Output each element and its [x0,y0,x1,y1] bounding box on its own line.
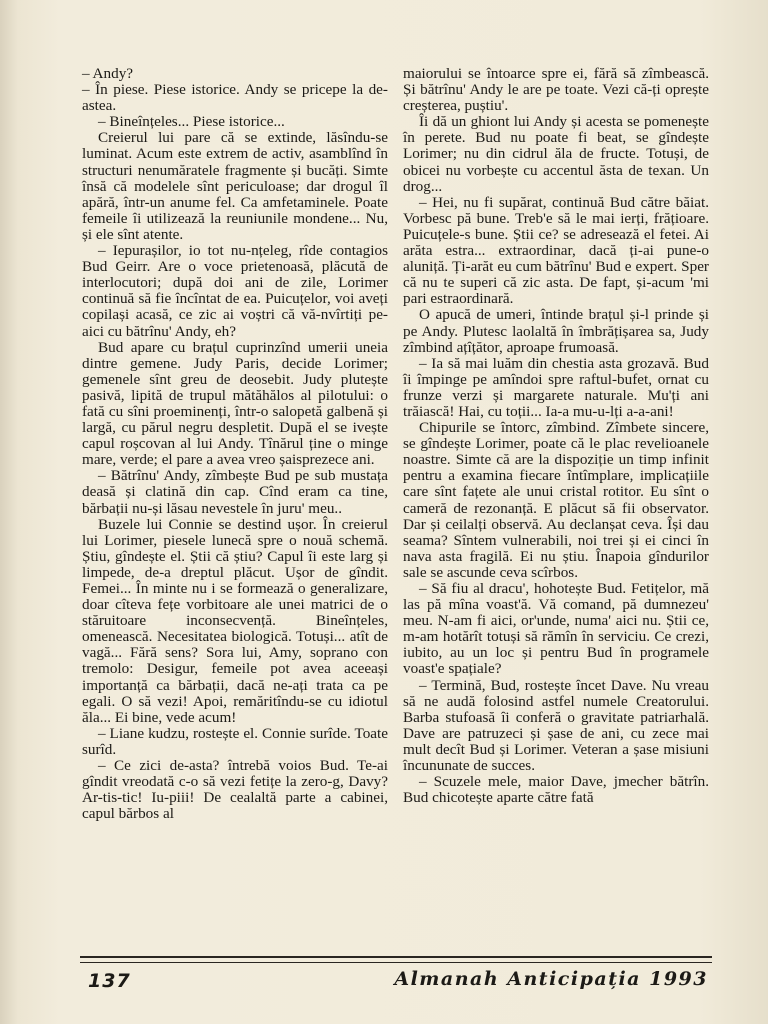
left-text-column [82,66,388,822]
paragraph: O apucă de umeri, întinde brațul și-l prinde și pe Andy. Plutesc laolaltă în îmbrățișarea sa, Judy zîmbind ațîțător, aproape frumoasă. [403,306,709,356]
right-text-column [403,66,709,806]
paragraph: maiorului se întoarce spre ei, fără să zîmbească. Și bătrînu' Andy le are pe toate. Vezi că-ți oprește creșterea, puștiu'. [403,65,709,115]
running-title: Almanah Anticipația 1993 [394,968,708,990]
paragraph: Îi dă un ghiont lui Andy și acesta se pomenește în perete. Bud nu poate fi beat, se gîndește Lorimer; nu din cidrul ăla de fructe. Totuși, de obicei nu vorbește cu accentul ăsta de texan. Un drog... [403,113,709,195]
page-number: 137 [88,970,131,992]
footer-rule-thin [80,962,712,963]
footer-rule-thick [80,956,712,958]
paragraph: – Ia să mai luăm din chestia asta grozavă. Bud îi împinge pe amîndoi spre raftul-bufet, ornat cu frunze verzi și margarete naturale. Mu'ți ani trăiască! Hai, cu toții... Ia-a mu-u-lți a-a-ani! [403,354,709,420]
paragraph: – Iepurașilor, io tot nu-nțeleg, rîde contagios Bud Geirr. Are o voce prietenoasă, plăcută de interlocutori; după doi ani de zile, Lorimer continuă să fie încîntat de ea. Puicuțelor, voi aveți copilași acasă, ce zic ai voștri că vă-nvîrtiți pe-aici cu bătrînu' Andy, eh? [82,242,388,340]
paragraph: Chipurile se întorc, zîmbind. Zîmbete sincere, se gîndește Lorimer, poate că le plac revelioanele noastre. Simte că are la dispoziție un timp infinit pentru a examina fiecare întîmplare, implicațiile care sînt fațete ale unui cristal rotitor. Eu sînt o cameră de rezonanță. E plăcut să fii observator. Dar și ceilalți observă. Au declanșat ceva. Își dau seama? Sîntem vulnerabili, noi trei și ei cinci în nava asta fragilă. Ei nu știu. Înapoia gîndurilor sale se ascunde ceva scîrbos. [403,419,709,581]
paragraph: Bud apare cu brațul cuprinzînd umerii uneia dintre gemene. Judy Paris, decide Lorimer; gemenele sînt greu de deosebit. Judy plutește pasivă, lipită de trupul mătăhălos al pilotului: o fată cu sîni proeminenți, într-o salopetă galbenă și largă, cu părul negru despletit. După el se ivește capul roșcovan al lui Andy. Tînărul ține o minge mare, verde; el pare a avea vreo șaisprezece ani. [82,338,388,469]
paragraph: – Ce zici de-asta? întrebă voios Bud. Te-ai gîndit vreodată c-o să vezi fetițe la zero-g, Davy? Ar-tis-tic! Iu-piii! De cealaltă parte a cabinei, capul bărbos al [82,757,388,823]
paragraph: – Liane kudzu, rostește el. Connie surîde. Toate surîd. [82,724,388,758]
paragraph: – Scuzele mele, maior Dave, jmecher bătrîn. Bud chicotește aparte către fată [403,773,709,807]
paragraph: Buzele lui Connie se destind ușor. În creierul lui Lorimer, piesele lunecă spre o nouă schemă. Știu, gîndește el. Știi că știu? Capul îi este larg și limpede, de-a dreptul plăcut. Ușor de gîndit. Femei... În minte nu i se formează o generalizare, doar cîteva fețe vorbitoare ale unei matrici de o stăruitoare inconsecvență. Bineînțeles, omenească. Necesitatea biologică. Totuși... atît de vagă... Fără sens? Sora lui, Amy, soprano con tremolo: Desigur, femeile pot avea aceeași importanță ca bărbații, dacă ne-ați trata ca pe egali. O să vezi! Apoi, remăritîndu-se cu idiotul ăla... Ei bine, vede acum! [82,515,388,726]
paragraph: – În piese. Piese istorice. Andy se pricepe la de-astea. [82,81,388,115]
paragraph: – Andy? [82,65,134,82]
paragraph: – Termină, Bud, rostește încet Dave. Nu vreau să ne audă folosind astfel numele Creatorului. Barba stufoasă îi conferă o gravitate patriarhală. Dave are patruzeci și șase de ani, cu zece mai mult decît Bud și Lorimer. Veteran a șase misiuni încununate de succes. [403,676,709,775]
paragraph: – Să fiu al dracu', hohotește Bud. Fetițelor, mă las pă mîna voast'ă. Vă comand, pă dumnezeu' meu. N-am fi aici, or'unde, numa' aici nu. Știi ce, m-am hotărît totuși să rămîn în serviciu. Ce crezi, iubito, au un loc și pentru Bud în programele voast'e spațiale? [403,580,709,678]
paragraph: Creierul lui pare că se extinde, lăsîndu-se luminat. Acum este extrem de activ, asamblînd în structuri nenumăratele fragmente și bucăți. Simte însă că modelele sînt periculoase; dar drogul îl apără, într-un anume fel. Ca amfetaminele. Poate femeile îi utilizează la reuniunile mondene... Nu, și ele sînt atente. [82,129,388,243]
paragraph: – Hei, nu fi supărat, continuă Bud către băiat. Vorbesc pă bune. Treb'e să le mai ierți, frățioare. Puicuțele-s bune. Știi ce? se adresează el fetei. Ai arăta estra... extraordinar, dacă ți-ai pune-o aluniță. Ți-arăt eu cum bătrînu' Bud e expert. Sper că nu te superi că zic asta. De fapt, și-acum 'mi pari estraordinară. [403,193,709,308]
paragraph: – Bătrînu' Andy, zîmbește Bud pe sub mustața deasă și clatină din cap. Cînd eram ca tine, bărbații nu-și lăsau nevestele în juru' meu.. [82,467,388,517]
paragraph: – Bineînțeles... Piese istorice... [98,113,285,131]
